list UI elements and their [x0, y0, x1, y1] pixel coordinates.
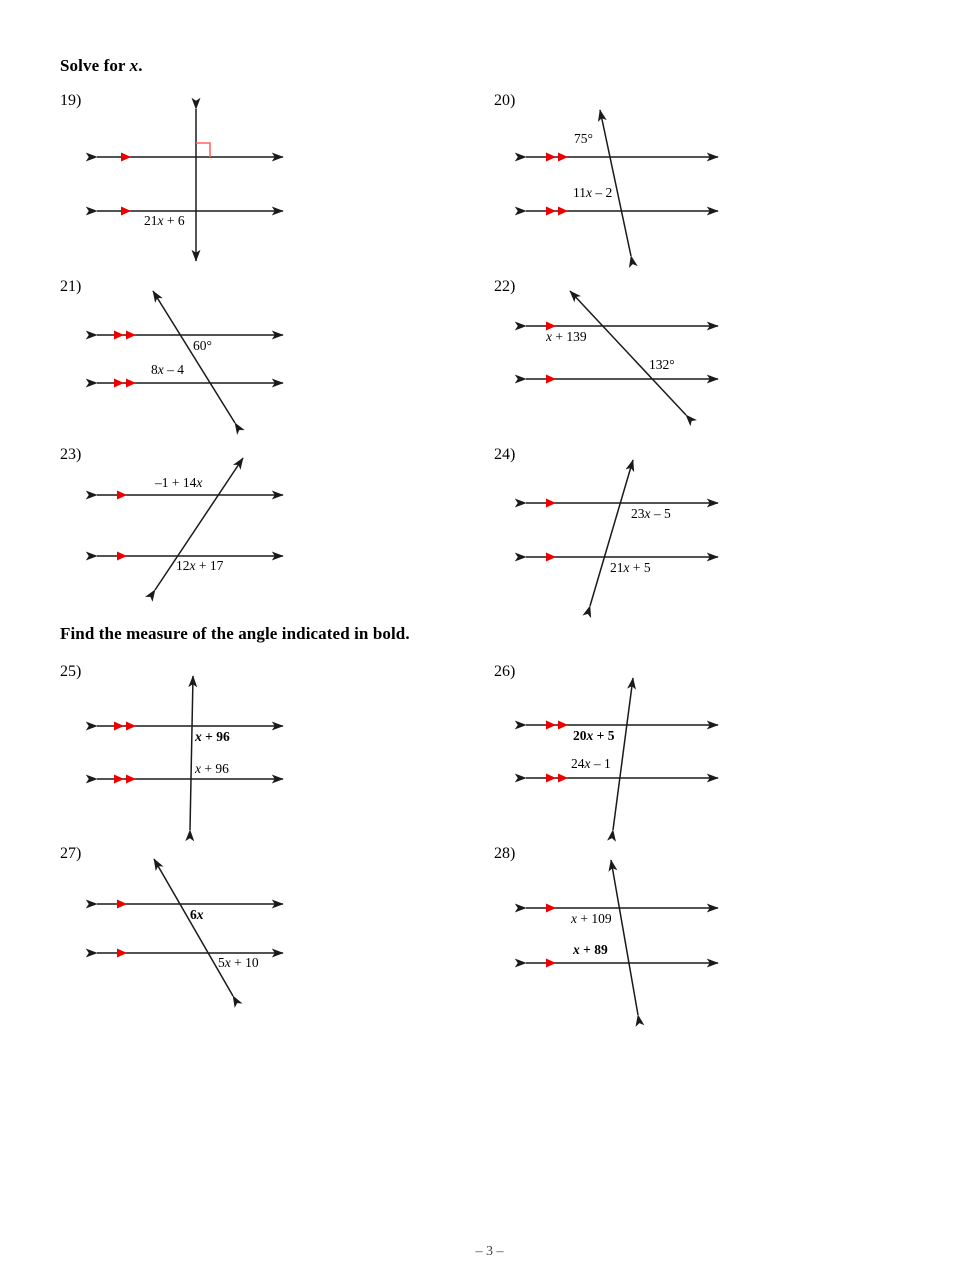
- transversal-line: [600, 110, 631, 256]
- angle-label-22-1: x + 139: [546, 329, 587, 344]
- parallel-mark-top-2: [126, 722, 136, 731]
- angle-label-25-2: x + 96: [195, 761, 229, 776]
- parallel-mark-bottom-1: [546, 959, 556, 968]
- parallel-mark-bottom-1: [114, 379, 124, 388]
- transversal-line: [154, 859, 233, 996]
- parallel-mark-top-1: [117, 491, 127, 500]
- angle-label-19-1: 21x + 6: [144, 213, 185, 228]
- parallel-mark-bottom-1: [546, 774, 556, 783]
- parallel-mark-bottom-1: [117, 949, 127, 958]
- figure-19: [85, 95, 315, 270]
- parallel-mark-bottom-2: [126, 775, 136, 784]
- angle-label-21-2: 8x – 4: [151, 362, 184, 377]
- parallel-mark-bottom-1: [546, 553, 556, 562]
- figure-27: [85, 850, 315, 1010]
- figure-22: [518, 283, 748, 433]
- right-angle-icon: [196, 143, 210, 157]
- figure-28: [518, 850, 748, 1020]
- problem-number-23: 23): [60, 446, 82, 463]
- problem-number-27: 27): [60, 845, 82, 862]
- heading-text-post: .: [138, 56, 143, 75]
- parallel-mark-bottom-1: [121, 207, 131, 216]
- heading-text-pre: Find the measure of the angle indicated in bold.: [60, 624, 410, 643]
- parallel-mark-top-2: [558, 721, 568, 730]
- parallel-mark-bottom-1: [546, 375, 556, 384]
- parallel-mark-top-2: [126, 331, 136, 340]
- angle-label-24-2: 21x + 5: [610, 560, 651, 575]
- angle-label-26-2: 24x – 1: [571, 756, 611, 771]
- angle-label-25-1: x + 96: [195, 729, 230, 744]
- heading-text-pre: Solve for: [60, 56, 130, 75]
- problem-number-20: 20): [494, 92, 516, 109]
- parallel-mark-top-1: [114, 331, 124, 340]
- problem-number-28: 28): [494, 845, 516, 862]
- parallel-mark-top-1: [546, 499, 556, 508]
- heading-text-variable: x: [129, 56, 139, 75]
- figure-26: [518, 668, 748, 838]
- angle-label-21-1: 60°: [193, 338, 212, 353]
- parallel-mark-bottom-1: [546, 207, 556, 216]
- angle-label-20-2: 11x – 2: [573, 185, 613, 200]
- problem-number-21: 21): [60, 278, 82, 295]
- transversal-line: [570, 291, 686, 415]
- section-heading-find-measure: [60, 624, 410, 644]
- parallel-mark-bottom-2: [558, 774, 568, 783]
- parallel-mark-top-1: [114, 722, 124, 731]
- angle-label-28-2: x + 89: [573, 942, 608, 957]
- angle-label-27-1: 6x: [190, 907, 204, 922]
- angle-label-22-2: 132°: [649, 357, 675, 372]
- angle-label-28-1: x + 109: [571, 911, 612, 926]
- parallel-mark-top-1: [546, 153, 556, 162]
- angle-label-20-1: 75°: [574, 131, 593, 146]
- angle-label-24-1: 23x – 5: [631, 506, 671, 521]
- figure-21: [85, 283, 315, 433]
- angle-label-26-1: 20x + 5: [573, 728, 615, 743]
- section-heading-solve-for-x: [60, 56, 143, 76]
- transversal-line: [190, 676, 193, 830]
- parallel-mark-bottom-2: [558, 207, 568, 216]
- parallel-mark-top-1: [121, 153, 131, 162]
- parallel-mark-top-1: [546, 904, 556, 913]
- page-footer: – 3 –: [475, 1244, 504, 1259]
- figure-25: [85, 668, 315, 838]
- figure-20: [518, 98, 748, 268]
- transversal-line: [611, 860, 638, 1015]
- parallel-mark-top-1: [546, 721, 556, 730]
- problem-number-26: 26): [494, 663, 516, 680]
- parallel-mark-bottom-2: [126, 379, 136, 388]
- parallel-mark-bottom-1: [114, 775, 124, 784]
- parallel-mark-top-2: [558, 153, 568, 162]
- transversal-line: [153, 291, 235, 423]
- angle-label-23-2: 12x + 17: [176, 558, 224, 573]
- problem-number-19: 19): [60, 92, 82, 109]
- transversal-line: [613, 678, 633, 830]
- transversal-line: [590, 460, 633, 606]
- parallel-mark-bottom-1: [117, 552, 127, 561]
- figure-23: [85, 450, 315, 600]
- problem-number-22: 22): [494, 278, 516, 295]
- figure-24: [518, 450, 748, 615]
- problem-number-24: 24): [494, 446, 516, 463]
- angle-label-27-2: 5x + 10: [218, 955, 259, 970]
- problem-number-25: 25): [60, 663, 82, 680]
- angle-label-23-1: –1 + 14x: [155, 475, 203, 490]
- parallel-mark-top-1: [117, 900, 127, 909]
